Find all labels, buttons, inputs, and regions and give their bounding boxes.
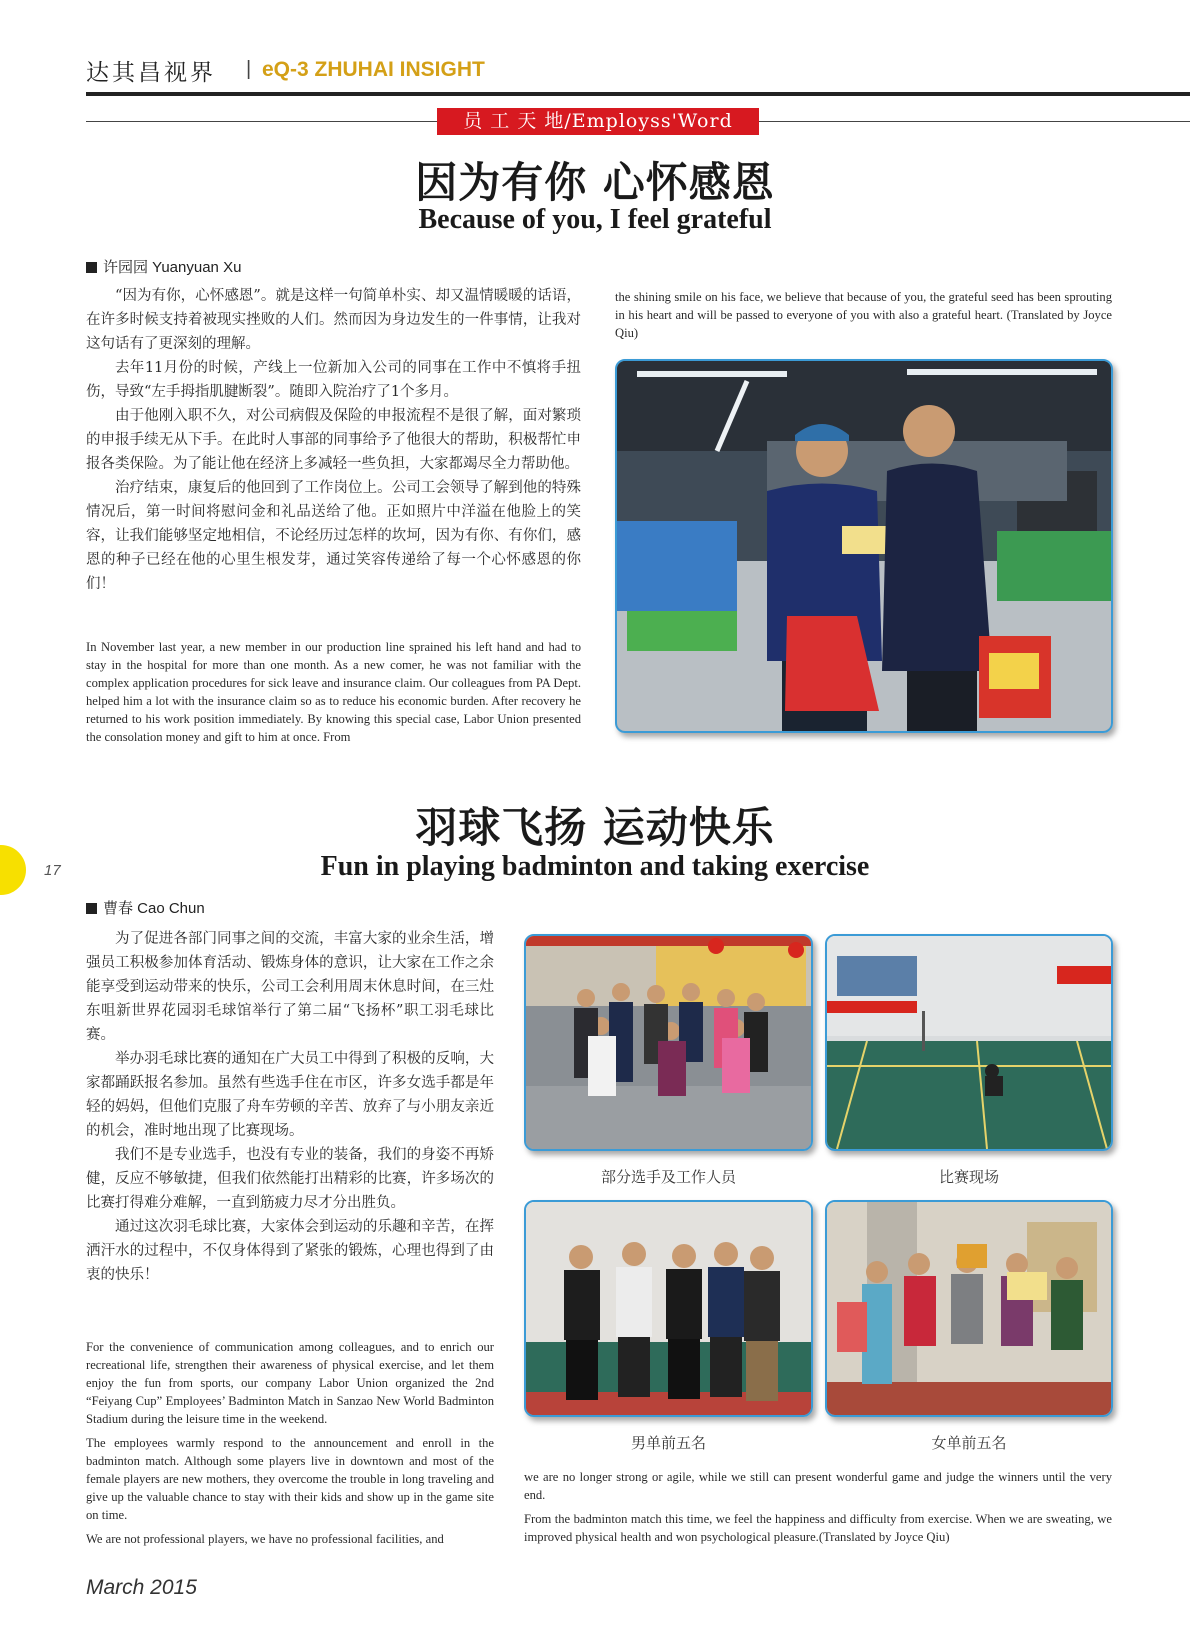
article2-en-body-left (86, 1338, 494, 1554)
article2-en-paragraph: We are not professional players, we have no professional facilities, and (86, 1532, 444, 1546)
article1-title-en: Because of you, I feel grateful (418, 204, 772, 235)
caption-match-venue: 比赛现场 (938, 1168, 999, 1186)
article2-en-paragraph: The employees warmly respond to the announcement and enroll in the badminton match. Although some players live in downtown and most of the female players are new mothers, they overcome the trouble in long traveling and give up the valuable chance to stay with their kids and show up in the game site on time. (86, 1436, 494, 1522)
photo-gift-presentation (615, 359, 1113, 733)
article1-cn-paragraph: 治疗结束，康复后的他回到了工作岗位上。公司工会领导了解到他的特殊情况后，第一时间将慰问金和礼品送给了他。正如照片中洋溢在他脸上的笑容，让我们能够坚定地相信，不论经历过怎样的坎坷，因为有你、有你们，感恩的种子已经在他的心里生根发芽，通过笑容传递给了每一个心怀感恩的你们！ (86, 480, 581, 592)
article1-cn-body (86, 284, 581, 596)
photo-players-and-staff (524, 934, 813, 1151)
article1-cn-paragraph: “因为有你，心怀感恩”。就是这样一句简单朴实、却又温情暖暖的话语，在许多时候支持着被现实挫败的人们。然而因为身边发生的一件事情，让我对这句话有了更深刻的理解。 (86, 288, 581, 352)
article2-en-paragraph: we are no longer strong or agile, while we still can present wonderful game and judge the winners until the very end. (524, 1470, 1112, 1502)
article2-author: 曹春 Cao Chun (86, 897, 205, 918)
article2-title-cn: 羽球飞扬 运动快乐 (415, 803, 775, 852)
article2-cn-paragraph: 举办羽毛球比赛的通知在广大员工中得到了积极的反响，大家都踊跃报名参加。虽然有些选手住在市区，许多女选手都是年轻的妈妈，但他们克服了舟车劳顿的辛苦、放弃了与小朋友亲近的机会，准时地出现了比赛现场。 (86, 1051, 494, 1139)
magazine-title-en: eQ-3 ZHUHAI INSIGHT (262, 58, 485, 81)
page-number: 17 (44, 862, 61, 879)
article2-cn-paragraph: 我们不是专业选手，也没有专业的装备，我们的身姿不再矫健，反应不够敏捷，但我们依然能打出精彩的比赛，许多场次的比赛打得难分难解，一直到筋疲力尽才分出胜负。 (86, 1147, 494, 1211)
article1-en-body-right (615, 288, 1112, 348)
article2-en-body-right (524, 1468, 1112, 1552)
photo-match-venue (825, 934, 1113, 1151)
womens-group-image (827, 1202, 1111, 1415)
article1-cn-paragraph: 由于他刚入职不久，对公司病假及保险的申报流程不是很了解，面对繁琐的申报手续无从下手。在此时人事部的同事给予了他很大的帮助，积极帮忙申报各类保险。为了能让他在经济上多减轻一些负担，大家都竭尽全力帮助他。 (86, 408, 581, 472)
caption-players-and-staff: 部分选手及工作人员 (600, 1168, 736, 1186)
header-rule (86, 92, 1190, 96)
article1-author: 许园园 Yuanyuan Xu (86, 256, 241, 277)
article1-en-paragraph: In November last year, a new member in our production line sprained his left hand and had to stay in the hospital for more than one month. As a new comer, he was not familiar with the complex application procedures for sick leave and insurance claim. Our colleagues from PA Dept. helped him a lot with the insurance claim so as to reduce his economic burden. After recovery he returned to his work position immediately. By knowing this special case, Labor Union presented the consolation money and gift to him at once. From (86, 640, 581, 744)
section-tag: 员 工 天 地/Employss'Word (437, 108, 759, 135)
photo-mens-singles-top5 (524, 1200, 813, 1417)
group-photo-image (526, 936, 811, 1149)
article2-en-paragraph: From the badminton match this time, we feel the happiness and difficulty from exercise. When we are sweating, we improved physical health and won psychological pleasure.(Translated by Joyce Qiu) (524, 1512, 1112, 1544)
badminton-court-image (827, 936, 1111, 1149)
article1-en-body-left (86, 638, 581, 752)
factory-scene-image (617, 361, 1111, 731)
article2-title-en: Fun in playing badminton and taking exercise (320, 851, 870, 882)
article1-en-paragraph: the shining smile on his face, we believe that because of you, the grateful seed has been sprouting in his heart and will be passed to everyone of you with also a grateful heart. (Translated by Joyce Qiu) (615, 290, 1112, 340)
photo-womens-singles-top5 (825, 1200, 1113, 1417)
article1-title-cn: 因为有你 心怀感恩 (415, 158, 775, 207)
article2-cn-paragraph: 为了促进各部门同事之间的交流，丰富大家的业余生活，增强员工积极参加体育活动、锻炼身体的意识，让大家在工作之余能享受到运动带来的快乐，公司工会利用周末休息时间，在三灶东咀新世界花园羽毛球馆举行了第二届“飞扬杯”职工羽毛球比赛。 (86, 931, 494, 1043)
issue-date: March 2015 (86, 1576, 197, 1599)
mens-group-image (526, 1202, 811, 1415)
bullet-square-icon (86, 903, 97, 914)
caption-mens-singles-top5: 男单前五名 (630, 1434, 706, 1452)
caption-womens-singles-top5: 女单前五名 (931, 1434, 1007, 1452)
magazine-title-cn: 达其昌视界 (86, 60, 216, 86)
article2-cn-body (86, 927, 494, 1287)
article2-en-paragraph: For the convenience of communication among colleagues, and to enrich our recreational life, strengthen their awareness of physical exercise, and let them enjoy the fun from sports, our company Labor Union organized the 2nd “Feiyang Cup” Employees’ Badminton Match in Sanzao New World Badminton Stadium during the leisure time in the weekend. (86, 1340, 494, 1426)
article1-cn-paragraph: 去年11月份的时候，产线上一位新加入公司的同事在工作中不慎将手扭伤，导致“左手拇指肌腱断裂”。随即入院治疗了1个多月。 (86, 360, 581, 400)
article2-cn-paragraph: 通过这次羽毛球比赛，大家体会到运动的乐趣和辛苦，在挥洒汗水的过程中，不仅身体得到了紧张的锻炼，心理也得到了由衷的快乐！ (86, 1219, 494, 1283)
bullet-square-icon (86, 262, 97, 273)
header-separator: | (246, 58, 252, 80)
